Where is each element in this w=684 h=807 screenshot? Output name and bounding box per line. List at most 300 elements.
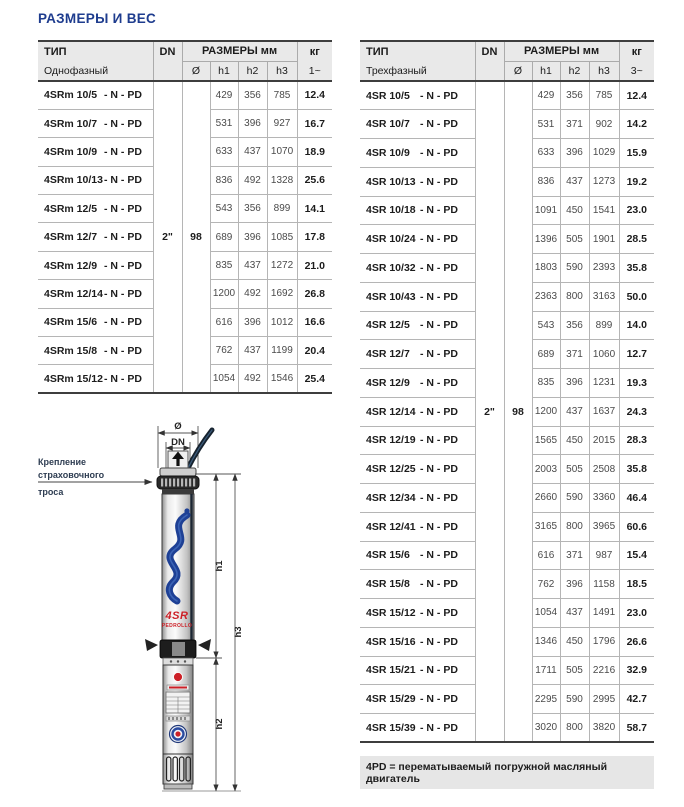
pump-model: 4SR 10/18 (366, 204, 416, 217)
cell-h3: 1637 (589, 397, 619, 426)
footnote-4pd: 4PD = перематываемый погружной масляный двигатель (360, 756, 654, 789)
label-line3: троса (38, 487, 64, 497)
cell-dn-value: 2" (475, 81, 504, 742)
cell-h1: 3165 (532, 512, 560, 541)
pump-model: 4SR 15/8 (366, 578, 410, 591)
cell-h2: 396 (560, 369, 589, 398)
pump-model: 4SR 12/19 (366, 434, 416, 447)
cell-pump-model (360, 282, 475, 311)
cell-h3: 1328 (267, 166, 297, 194)
cell-pump-model (38, 308, 153, 336)
cell-kg: 17.8 (297, 223, 332, 251)
pump-model: 4SR 10/32 (366, 261, 416, 274)
pump-model-suffix: - N - PD (420, 175, 458, 188)
col-header-dn: DN (475, 41, 504, 61)
col-header-phase-kg: 1~ (297, 61, 332, 81)
pump-model: 4SR 10/13 (366, 175, 416, 188)
cell-h3: 987 (589, 541, 619, 570)
cell-h3: 3965 (589, 512, 619, 541)
cell-kg: 23.0 (619, 196, 654, 225)
h2-label: h2 (214, 718, 225, 730)
logo-pedrollo: PEDROLLO (161, 623, 193, 629)
cable-attachment-label (38, 457, 152, 497)
cell-pump-model (38, 251, 153, 279)
cell-h2: 356 (238, 81, 267, 109)
cell-h3: 785 (267, 81, 297, 109)
pump-model: 4SRm 15/12 (44, 372, 103, 385)
cell-kg: 14.0 (619, 311, 654, 340)
cell-h3: 1012 (267, 308, 297, 336)
cell-h2: 396 (238, 223, 267, 251)
cell-kg: 60.6 (619, 512, 654, 541)
cell-h3: 1060 (589, 340, 619, 369)
pump-model: 4SR 12/14 (366, 405, 416, 418)
col-header-h3: h3 (589, 61, 619, 81)
motor-section (163, 658, 193, 754)
cell-pump-model (360, 225, 475, 254)
col-header-dn-blank (475, 61, 504, 81)
pump-model-suffix: - N - PD (420, 463, 458, 476)
cell-h3: 1546 (267, 365, 297, 393)
cell-dn-value: 2" (153, 81, 182, 393)
cell-kg: 14.1 (297, 195, 332, 223)
dn-label: DN (171, 437, 185, 448)
cell-kg: 20.4 (297, 337, 332, 365)
cell-kg: 25.4 (304, 372, 325, 385)
cell-h2: 371 (560, 541, 589, 570)
cell-h2: 492 (238, 280, 267, 308)
cell-h1: 1200 (532, 397, 560, 426)
cell-h1: 2003 (532, 455, 560, 484)
cell-h3: 899 (589, 311, 619, 340)
pump-model-suffix: - N - PD (104, 117, 142, 130)
pump-model-suffix: - N - PD (104, 174, 142, 187)
cell-pump-model (360, 426, 475, 455)
header-row-2 (38, 61, 332, 81)
cell-h3: 1272 (267, 251, 297, 279)
cell-pump-model (360, 484, 475, 513)
cell-h2: 590 (560, 254, 589, 283)
cell-pump-model (38, 280, 153, 308)
pump-model: 4SR 15/6 (366, 549, 410, 562)
pump-model-suffix: - N - PD (420, 376, 458, 389)
cell-pump-model (360, 167, 475, 196)
pump-model: 4SRm 12/14 (44, 287, 103, 300)
col-header-h2: h2 (560, 61, 589, 81)
cell-pump-model (360, 685, 475, 714)
pump-model: 4SR 10/5 (366, 89, 410, 102)
pump-model: 4SR 15/29 (366, 693, 416, 706)
header-row-2 (360, 61, 654, 81)
pump-model: 4SR 10/7 (366, 118, 410, 131)
pump-body (162, 494, 194, 640)
pump-model-suffix: - N - PD (420, 89, 458, 102)
pump-model-suffix: - N - PD (420, 405, 458, 418)
cell-kg: 12.7 (619, 340, 654, 369)
cell-h1: 616 (532, 541, 560, 570)
cell-kg: 42.7 (619, 685, 654, 714)
cell-h3: 1491 (589, 599, 619, 628)
cell-h1: 1396 (532, 225, 560, 254)
cell-kg: 19.2 (619, 167, 654, 196)
cell-h1: 1803 (532, 254, 560, 283)
cell-h1: 429 (210, 81, 238, 109)
cell-kg: 28.5 (619, 225, 654, 254)
cell-h1: 1054 (532, 599, 560, 628)
cell-kg: 18.9 (297, 138, 332, 166)
pump-model: 4SRm 12/7 (44, 231, 98, 244)
cell-pump-model (38, 337, 153, 365)
cell-pump-model (38, 109, 153, 137)
cell-kg: 50.0 (619, 282, 654, 311)
cell-h1: 531 (532, 110, 560, 139)
cell-pump-model (38, 81, 153, 109)
pump-model: 4SR 15/12 (366, 606, 416, 619)
pump-model: 4SRm 15/6 (44, 316, 98, 329)
cell-h3: 2393 (589, 254, 619, 283)
cell-h2: 356 (560, 311, 589, 340)
pump-model: 4SR 15/16 (366, 635, 416, 648)
cell-h2: 396 (238, 109, 267, 137)
cell-h2: 396 (560, 139, 589, 168)
label-line1: Крепление (38, 457, 87, 467)
cell-kg: 35.8 (619, 455, 654, 484)
pump-model: 4SRm 10/5 (44, 89, 98, 102)
cell-h2: 450 (560, 196, 589, 225)
col-header-dn: DN (153, 41, 182, 61)
cell-kg: 14.2 (619, 110, 654, 139)
cell-h1: 2295 (532, 685, 560, 714)
cell-h3: 1199 (267, 337, 297, 365)
cell-pump-model (38, 138, 153, 166)
cell-h3: 2508 (589, 455, 619, 484)
col-header-diameter: Ø (182, 61, 210, 81)
col-header-h1: h1 (532, 61, 560, 81)
pump-model: 4SRm 12/5 (44, 202, 98, 215)
pump-model: 4SR 12/9 (366, 376, 410, 389)
motor-round-logo (170, 726, 187, 743)
cell-h1: 1565 (532, 426, 560, 455)
diameter-symbol: Ø (174, 421, 182, 432)
cell-pump-model (360, 110, 475, 139)
cell-kg: 35.8 (619, 254, 654, 283)
cell-h3: 899 (267, 195, 297, 223)
cell-diameter-value: 98 (504, 81, 532, 742)
pump-model-suffix: - N - PD (104, 259, 142, 272)
pump-model-suffix: - N - PD (420, 146, 458, 159)
table-three-phase (360, 40, 654, 743)
cell-h3: 2216 (589, 656, 619, 685)
suction-band (145, 639, 211, 658)
cell-h1: 762 (210, 337, 238, 365)
cell-h2: 371 (560, 340, 589, 369)
col-header-kg: кг (297, 41, 332, 61)
pump-model-suffix: - N - PD (420, 721, 458, 734)
cell-pump-model (360, 139, 475, 168)
pump-model-suffix: - N - PD (420, 434, 458, 447)
cell-kg: 21.0 (297, 251, 332, 279)
pump-model-suffix: - N - PD (104, 316, 142, 329)
cell-h3: 902 (589, 110, 619, 139)
pump-model-suffix: - N - PD (420, 491, 458, 504)
cell-pump-model (360, 570, 475, 599)
cell-h1: 543 (532, 311, 560, 340)
cell-kg: 23.0 (619, 599, 654, 628)
pump-model-suffix: - N - PD (420, 664, 458, 677)
col-header-phase-kg: 3~ (619, 61, 654, 81)
cell-pump-model (360, 656, 475, 685)
cell-kg: 16.7 (297, 109, 332, 137)
cell-h3: 1158 (589, 570, 619, 599)
cell-h3: 2995 (589, 685, 619, 714)
cell-h1: 429 (532, 81, 560, 110)
col-header-phase: Трехфазный (360, 61, 475, 81)
col-header-dimensions: РАЗМЕРЫ мм (504, 41, 619, 61)
cell-pump-model (360, 81, 475, 110)
cell-h2: 396 (238, 308, 267, 336)
pump-model-suffix: - N - PD (420, 578, 458, 591)
motor-nameplate (166, 692, 190, 713)
cell-h3: 927 (267, 109, 297, 137)
cell-h2: 492 (238, 166, 267, 194)
pump-model: 4SR 10/24 (366, 233, 416, 246)
logo-4sr: 4SR (165, 610, 189, 622)
cell-kg: 32.9 (619, 656, 654, 685)
cell-h3: 1085 (267, 223, 297, 251)
cell-kg: 58.7 (626, 721, 647, 734)
cell-h3: 1692 (267, 280, 297, 308)
cell-h1: 762 (532, 570, 560, 599)
cell-h1: 531 (210, 109, 238, 137)
cell-h2: 505 (560, 656, 589, 685)
cell-h2: 505 (560, 225, 589, 254)
dimensions-table (38, 40, 332, 394)
dimensions-table (360, 40, 654, 743)
col-header-kg: кг (619, 41, 654, 61)
cell-h1: 835 (532, 369, 560, 398)
cell-pump-model (360, 196, 475, 225)
header-row-1 (38, 41, 332, 61)
cell-h1: 1054 (210, 365, 238, 393)
col-header-type: ТИП (38, 41, 153, 61)
cell-h2: 450 (560, 426, 589, 455)
cell-h1: 836 (532, 167, 560, 196)
cell-h3: 3820 (589, 714, 619, 743)
pump-model-suffix: - N - PD (420, 118, 458, 131)
cell-pump-model (38, 223, 153, 251)
cell-h3: 785 (589, 81, 619, 110)
cell-h1: 3020 (532, 714, 560, 743)
pump-model-suffix: - N - PD (420, 319, 458, 332)
cell-pump-model (360, 455, 475, 484)
inflow-arrow-left (145, 639, 158, 651)
col-header-dn-blank (153, 61, 182, 81)
power-cable (187, 430, 212, 470)
cell-h2: 492 (238, 365, 267, 393)
col-header-h1: h1 (210, 61, 238, 81)
pump-model-suffix: - N - PD (420, 635, 458, 648)
cell-diameter-value: 98 (182, 81, 210, 393)
cell-pump-model (360, 369, 475, 398)
pump-outlet (168, 451, 188, 468)
pump-model: 4SR 12/7 (366, 348, 410, 361)
cell-h2: 356 (560, 81, 589, 110)
cell-h2: 800 (560, 512, 589, 541)
cell-h2: 590 (560, 685, 589, 714)
pump-model: 4SRm 10/13 (44, 174, 103, 187)
cell-h2: 396 (560, 570, 589, 599)
cell-h1: 836 (210, 166, 238, 194)
pump-model-suffix: - N - PD (104, 145, 142, 158)
cell-pump-model (360, 512, 475, 541)
cell-h3: 1541 (589, 196, 619, 225)
cell-h3: 1796 (589, 627, 619, 656)
cell-kg: 25.6 (297, 166, 332, 194)
h1-label: h1 (214, 560, 225, 572)
h3-label: h3 (233, 626, 244, 638)
cell-kg: 24.3 (619, 397, 654, 426)
cell-h1: 543 (210, 195, 238, 223)
cell-pump-model (360, 627, 475, 656)
pump-model-suffix: - N - PD (104, 89, 142, 102)
pump-model: 4SR 15/21 (366, 664, 416, 677)
pump-model-suffix: - N - PD (104, 372, 142, 385)
cell-pump-model (360, 541, 475, 570)
pump-model-suffix: - N - PD (420, 348, 458, 361)
pump-model: 4SRm 15/8 (44, 344, 98, 357)
cell-h2: 356 (238, 195, 267, 223)
pump-model: 4SR 10/43 (366, 290, 416, 303)
pump-model: 4SRm 10/9 (44, 145, 98, 158)
table-single-phase (38, 40, 332, 394)
label-line2: страховочного (38, 470, 105, 480)
cell-kg: 18.5 (619, 570, 654, 599)
cell-h3: 1231 (589, 369, 619, 398)
cell-pump-model (360, 340, 475, 369)
cell-kg: 19.3 (619, 369, 654, 398)
pump-model-suffix: - N - PD (420, 549, 458, 562)
cell-kg: 15.4 (619, 541, 654, 570)
pump-model: 4SR 12/5 (366, 319, 410, 332)
cell-h2: 437 (560, 599, 589, 628)
cell-h1: 616 (210, 308, 238, 336)
cell-pump-model (360, 311, 475, 340)
cell-h3: 3360 (589, 484, 619, 513)
pump-model-suffix: - N - PD (420, 693, 458, 706)
cell-kg: 46.4 (619, 484, 654, 513)
cell-h2: 590 (560, 484, 589, 513)
pump-model: 4SR 12/41 (366, 520, 416, 533)
cell-h2: 437 (238, 251, 267, 279)
cell-h2: 437 (238, 337, 267, 365)
table-row (360, 81, 654, 110)
cell-h2: 371 (560, 110, 589, 139)
pump-model: 4SR 10/9 (366, 146, 410, 159)
cell-kg: 16.6 (297, 308, 332, 336)
pump-model-suffix: - N - PD (420, 233, 458, 246)
col-header-dimensions: РАЗМЕРЫ мм (182, 41, 297, 61)
cell-h1: 2363 (532, 282, 560, 311)
cell-pump-model (360, 254, 475, 283)
pump-model-suffix: - N - PD (420, 606, 458, 619)
cell-pump-model (360, 714, 475, 743)
cell-pump-model (360, 599, 475, 628)
motor-red-dot (174, 673, 183, 682)
col-header-h2: h2 (238, 61, 267, 81)
pump-model: 4SR 12/25 (366, 463, 416, 476)
cell-h1: 2660 (532, 484, 560, 513)
cell-h1: 633 (210, 138, 238, 166)
col-header-diameter: Ø (504, 61, 532, 81)
cell-h3: 1029 (589, 139, 619, 168)
pump-model: 4SR 12/34 (366, 491, 416, 504)
cell-kg: 28.3 (619, 426, 654, 455)
pump-model-suffix: - N - PD (420, 204, 458, 217)
pump-head (157, 468, 199, 494)
header-row-1 (360, 41, 654, 61)
cell-h1: 1091 (532, 196, 560, 225)
cell-h2: 437 (238, 138, 267, 166)
cell-h3: 2015 (589, 426, 619, 455)
cell-h1: 1200 (210, 280, 238, 308)
cell-kg: 26.6 (619, 627, 654, 656)
pump-model: 4SR 15/39 (366, 721, 416, 734)
cell-h1: 689 (532, 340, 560, 369)
pump-model-suffix: - N - PD (420, 520, 458, 533)
pump-model-suffix: - N - PD (104, 202, 142, 215)
cell-h2: 800 (560, 282, 589, 311)
cell-pump-model (360, 397, 475, 426)
cell-h3: 1070 (267, 138, 297, 166)
inflow-arrow-right (198, 639, 211, 651)
cell-h2: 450 (560, 627, 589, 656)
pump-model-suffix: - N - PD (104, 287, 142, 300)
cell-h1: 689 (210, 223, 238, 251)
col-header-phase: Однофазный (38, 61, 153, 81)
pump-model: 4SRm 12/9 (44, 259, 98, 272)
pump-model: 4SRm 10/7 (44, 117, 98, 130)
cell-h1: 835 (210, 251, 238, 279)
pump-model-suffix: - N - PD (104, 344, 142, 357)
cell-h3: 3163 (589, 282, 619, 311)
pump-model-suffix: - N - PD (104, 231, 142, 244)
cell-h3: 1901 (589, 225, 619, 254)
pump-model-suffix: - N - PD (420, 261, 458, 274)
cell-pump-model (38, 166, 153, 194)
col-header-h3: h3 (267, 61, 297, 81)
strainer-section (163, 754, 193, 789)
cell-h2: 800 (560, 714, 589, 743)
cell-h1: 633 (532, 139, 560, 168)
cell-h1: 1711 (532, 656, 560, 685)
col-header-type: ТИП (360, 41, 475, 61)
cell-h3: 1273 (589, 167, 619, 196)
cell-kg: 12.4 (297, 81, 332, 109)
cell-h2: 505 (560, 455, 589, 484)
cell-kg: 12.4 (619, 81, 654, 110)
cell-pump-model (38, 365, 153, 393)
pump-model-suffix: - N - PD (420, 290, 458, 303)
page-title: РАЗМЕРЫ И ВЕС (38, 11, 157, 26)
cell-pump-model (38, 195, 153, 223)
cell-h2: 437 (560, 397, 589, 426)
cell-kg: 15.9 (619, 139, 654, 168)
pump-technical-drawing (35, 418, 285, 803)
cell-h2: 437 (560, 167, 589, 196)
cell-h1: 1346 (532, 627, 560, 656)
table-row (38, 81, 332, 109)
cell-kg: 26.8 (297, 280, 332, 308)
